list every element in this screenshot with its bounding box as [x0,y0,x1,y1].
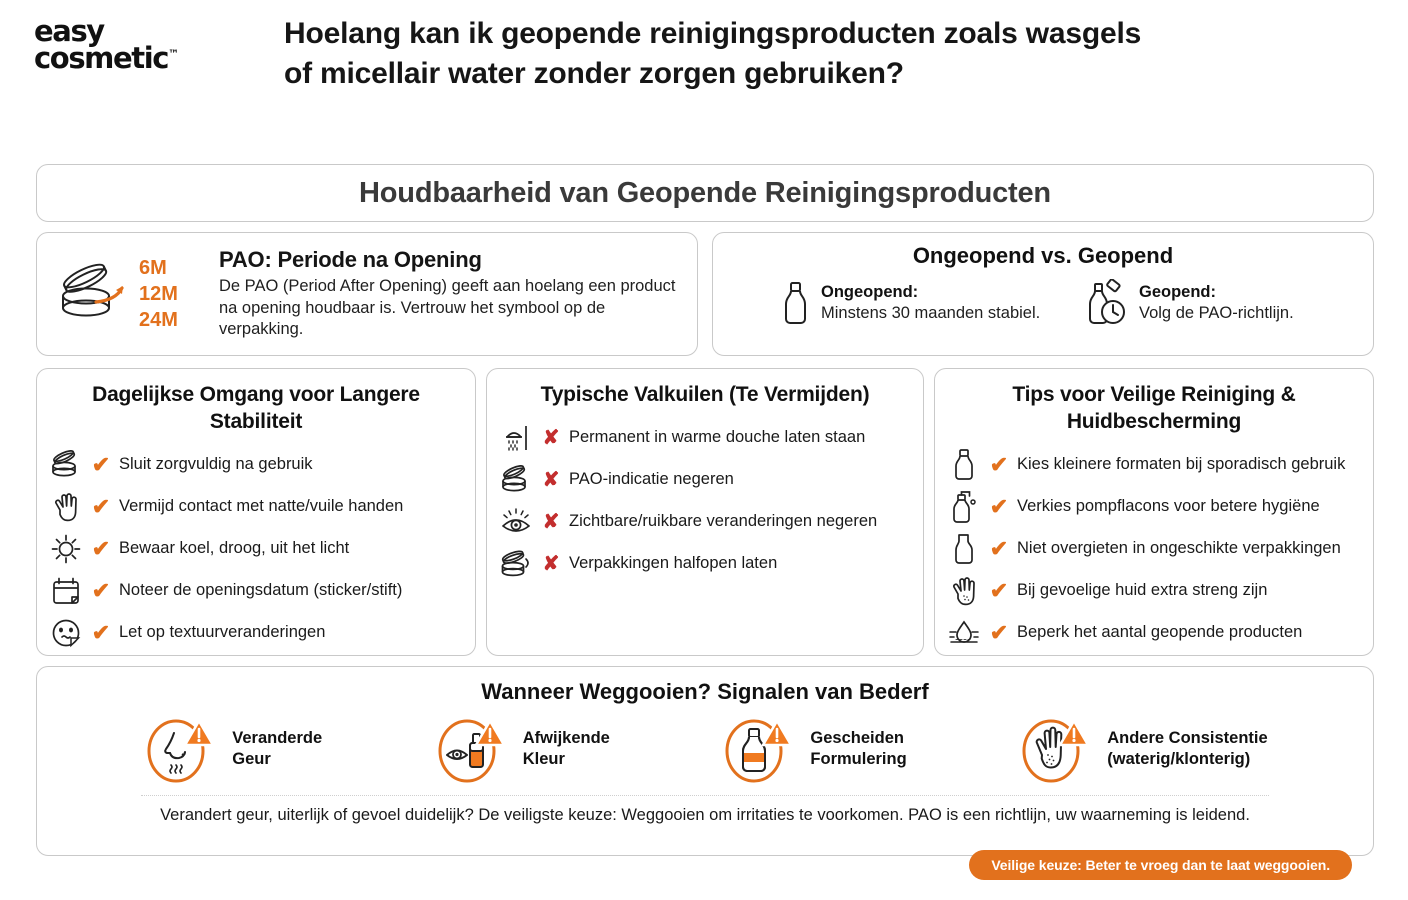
vs-row [729,279,1357,327]
signal-abnormal-color [433,713,610,785]
signal-label [810,728,906,770]
list-item [49,446,463,485]
bottle-icon [781,280,811,326]
nose-smell-icon [142,713,222,785]
pao-month-24m: 24M [139,308,178,331]
list-item [947,530,1361,569]
check-icon: ✔ [91,536,111,562]
signal-separated-formulation [720,713,906,785]
signal-label-line2: Geur [232,750,271,768]
brand-line-1: easy [34,14,104,48]
pao-month-list [139,257,201,332]
page-title: Hoelang kan ik geopende reinigingsproducten zoals wasgels of micellair water zonder zorgen gebruiken? [284,17,1142,90]
spoilage-signals-panel [36,666,1374,856]
list-item [947,614,1361,653]
jar-open-lid-icon [499,465,533,495]
divider [141,795,1269,796]
bottom-heading: Wanneer Weggooien? Signalen van Bederf [481,679,929,704]
jar-open-lid-icon [51,256,137,332]
pump-bottle-icon [947,490,981,524]
check-icon: ✔ [91,494,111,520]
list-item-label: Bij gevoelige huid extra streng zijn [1017,581,1268,600]
brand-line-2: cosmetic [34,40,169,75]
list-item-label: Kies kleinere formaten bij sporadisch gebruik [1017,455,1346,474]
cross-icon: ✘ [542,510,560,533]
hand-icon [49,491,83,523]
signal-label-line2: Formulering [810,750,907,768]
list-item [49,572,463,611]
flask-icon [947,532,981,566]
header [0,0,1408,94]
check-icon: ✔ [989,452,1009,478]
column-3-list [947,446,1361,653]
unopened-vs-opened-panel [712,232,1374,356]
list-item [49,488,463,527]
section-title-bar [36,164,1374,222]
list-item-label: Verpakkingen halfopen laten [569,553,778,572]
safe-choice-badge: Veilige keuze: Beter te vroeg dan te laat weggooien. [969,850,1352,880]
list-item [947,488,1361,527]
face-texture-icon [49,617,83,649]
jar-half-open-icon [499,549,533,579]
vs-item-opened [1055,279,1357,327]
brand-logo [24,14,274,75]
check-icon: ✔ [989,620,1009,646]
calendar-icon [49,575,83,607]
list-item-label: Verkies pompflacons voor betere hygiëne [1017,497,1320,516]
signal-label [232,728,322,770]
section-title: Houdbaarheid van Geopende Reinigingsproducten [359,176,1051,209]
pao-month-12m: 12M [139,282,178,305]
bottom-caption: Verandert geur, uiterlijk of gevoel duidelijk? De veiligste keuze: Weggooien om irritaties te voorkomen. PAO is een richtlijn, uw waarneming is leidend. [160,806,1250,824]
cross-icon: ✘ [542,426,560,449]
pao-text-block [201,247,683,341]
list-item [499,502,911,541]
jar-open-lid-icon [49,450,83,480]
list-item-label: Bewaar koel, droog, uit het licht [119,539,350,558]
column-1-title: Dagelijkse Omgang voor Langere Stabiliteit [92,383,420,434]
spray-bottle-clock-icon [1083,279,1129,327]
check-icon: ✔ [91,452,111,478]
shower-icon [499,422,533,454]
list-item-label: Zichtbare/ruikbare veranderingen negeren [569,511,878,530]
vs-label-opened: Geopend: [1139,283,1216,302]
check-icon: ✔ [989,494,1009,520]
signal-different-consistency [1017,713,1267,785]
signal-label-line1: Gescheiden [810,729,904,748]
pao-body: De PAO (Period After Opening) geeft aan hoelang een product na opening houdbaar is. Vertrouw het symbool op de verpakking. [219,276,676,339]
list-item-label: Sluit zorgvuldig na gebruik [119,455,313,474]
column-2-list [499,418,911,583]
pao-heading: PAO: Periode na Opening [219,246,482,272]
vs-value-unopened: Minstens 30 maanden stabiel. [821,304,1041,322]
list-item [49,530,463,569]
vs-heading: Ongeopend vs. Geopend [912,243,1174,268]
column-safe-cleaning-tips [934,368,1374,656]
column-common-pitfalls [486,368,924,656]
cross-icon: ✘ [542,552,560,575]
list-item-label: Permanent in warme douche laten staan [569,427,866,446]
check-icon: ✔ [91,620,111,646]
list-item-label: Let op textuurveranderingen [119,623,326,642]
list-item [49,614,463,653]
list-item-label: PAO-indicatie negeren [569,469,734,488]
eye-icon [499,507,533,537]
small-bottle-icon [947,448,981,482]
sensitive-hand-icon [947,575,981,607]
list-item [947,446,1361,485]
separated-bottle-icon [720,713,800,785]
list-item-label: Noteer de openingsdatum (sticker/stift) [119,581,403,600]
sun-icon [49,533,83,565]
signal-changed-smell [142,713,322,785]
vs-item-unopened [729,279,1055,327]
vs-text-opened [1139,282,1294,323]
signal-label-line1: Andere Consistentie [1107,729,1268,748]
list-item [947,572,1361,611]
column-2-title: Typische Valkuilen (Te Vermijden) [540,383,870,406]
vs-text-unopened [821,282,1040,323]
list-item [499,460,911,499]
pao-month-6m: 6M [139,256,167,279]
check-icon: ✔ [91,578,111,604]
column-3-title: Tips voor Veilige Reiniging & Huidbescherming [1012,383,1296,434]
signal-label-line1: Veranderde [232,729,323,748]
droplet-skin-icon [947,618,981,648]
signal-label-line2: Kleur [522,750,565,768]
eye-color-icon [433,713,513,785]
vs-value-opened: Volg de PAO-richtlijn. [1139,304,1294,322]
list-item-label: Vermijd contact met natte/vuile handen [119,497,404,516]
column-1-list [49,446,463,653]
trademark-symbol: ™ [168,47,180,61]
check-icon: ✔ [989,536,1009,562]
signal-label-line1: Afwijkende [522,729,610,748]
list-item-label: Beperk het aantal geopende producten [1017,623,1303,642]
list-item-label: Niet overgieten in ongeschikte verpakkingen [1017,539,1341,558]
list-item [499,544,911,583]
cross-icon: ✘ [542,468,560,491]
check-icon: ✔ [989,578,1009,604]
signal-label [1107,728,1267,770]
signals-row [57,711,1353,785]
hand-texture-icon [1017,713,1097,785]
signal-label [523,728,610,770]
vs-label-unopened: Ongeopend: [821,283,919,302]
signal-label-line2: (waterig/klonterig) [1107,750,1251,768]
column-daily-handling [36,368,476,656]
pao-panel [36,232,698,356]
list-item [499,418,911,457]
